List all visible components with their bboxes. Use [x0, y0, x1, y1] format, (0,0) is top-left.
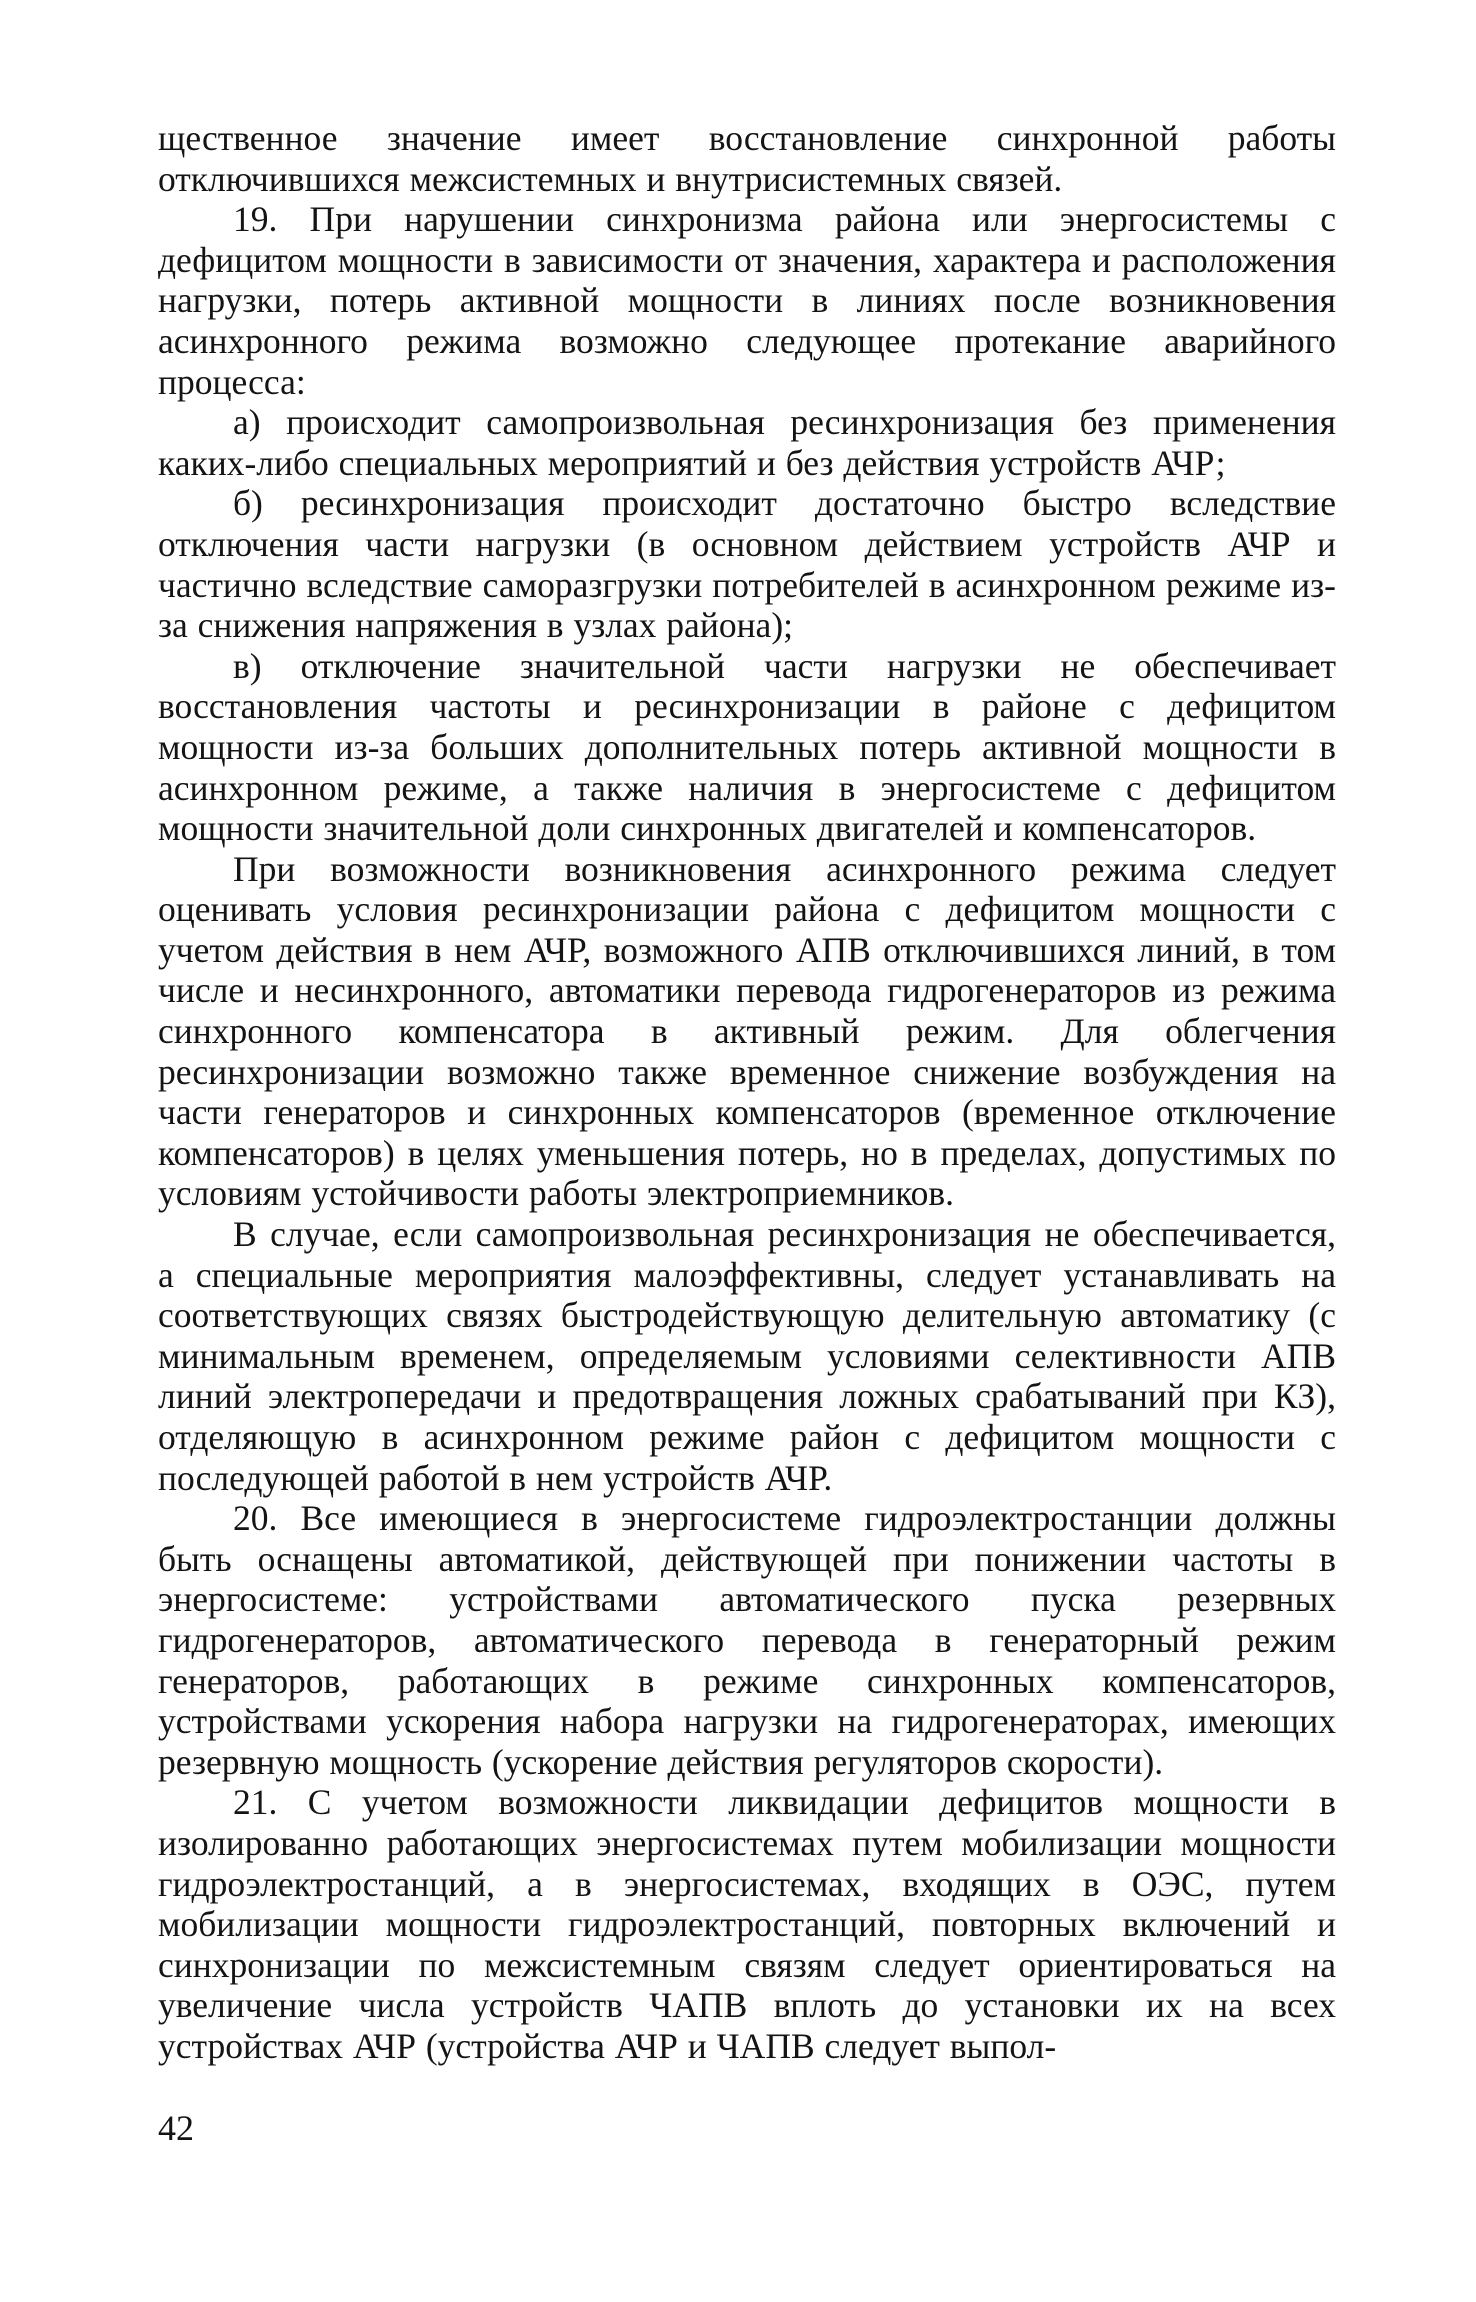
paragraph-item-21: 21. С учетом возможности ликвидации дефицитов мощности в изолированно работающих энергосистемах путем мобилизации мощности гидроэлектростанций, а в энергосистемах, входящих в ОЭС, путем мобилизации мощности гидроэлектростанций, повторных включений и синхронизации по межсистемным связям следует ориентироваться на увеличение числа устройств ЧАПВ вплоть до установки их на всех устройствах АЧР (устройства АЧР и ЧАПВ следует выпол-: [158, 1782, 1336, 2066]
paragraph-dividing-automation: В случае, если самопроизвольная ресинхронизация не обеспечивается, а специальные мероприятия малоэффективны, следует устанавливать на соответствующих связях быстродействующую делительную автоматику (с минимальным временем, определяемым условиями селективности АПВ линий электропередачи и предотвращения ложных срабатываний при КЗ), отделяющую в асинхронном режиме район с дефицитом мощности с последующей работой в нем устройств АЧР.: [158, 1214, 1336, 1498]
paragraph-subitem-a: а) происходит самопроизвольная ресинхронизация без применения каких-либо специальных мероприятий и без действия устройств АЧР;: [158, 402, 1336, 483]
paragraph-resync-assessment: При возможности возникновения асинхронного режима следует оценивать условия ресинхронизации района с дефицитом мощности с учетом действия в нем АЧР, возможного АПВ отключившихся линий, в том числе и несинхронного, автоматики перевода гидрогенераторов из режима синхронного компенсатора в активный режим. Для облегчения ресинхронизации возможно также временное снижение возбуждения на части генераторов и синхронных компенсаторов (временное отключение компенсаторов) в целях уменьшения потерь, но в пределах, допустимых по условиям устойчивости работы электроприемников.: [158, 848, 1336, 1214]
page-number: 42: [158, 2108, 194, 2148]
paragraph-item-20: 20. Все имеющиеся в энергосистеме гидроэлектростанции должны быть оснащены автоматикой, действующей при понижении частоты в энергосистеме: устройствами автоматического пуска резервных гидрогенераторов, автоматического перевода в генераторный режим генераторов, работающих в режиме синхронных компенсаторов, устройствами ускорения набора нагрузки на гидрогенераторах, имеющих резервную мощность (ускорение действия регуляторов скорости).: [158, 1498, 1336, 1782]
page-body: [158, 118, 1336, 2067]
paragraph-item-19: 19. При нарушении синхронизма района или энергосистемы с дефицитом мощности в зависимости от значения, характера и расположения нагрузки, потерь активной мощности в линиях после возникновения асинхронного режима возможно следующее протекание аварийного процесса:: [158, 199, 1336, 402]
paragraph-continuation: щественное значение имеет восстановление синхронной работы отключившихся межсистемных и внутрисистемных связей.: [158, 118, 1336, 199]
paragraph-subitem-v: в) отключение значительной части нагрузки не обеспечивает восстановления частоты и ресинхронизации в районе с дефицитом мощности из-за больших дополнительных потерь активной мощности в асинхронном режиме, а также наличия в энергосистеме с дефицитом мощности значительной доли синхронных двигателей и компенсаторов.: [158, 645, 1336, 849]
paragraph-subitem-b: б) ресинхронизация происходит достаточно быстро вследствие отключения части нагрузки (в основном действием устройств АЧР и частично вследствие саморазгрузки потребителей в асинхронном режиме из-за снижения напряжения в узлах района);: [158, 483, 1336, 646]
